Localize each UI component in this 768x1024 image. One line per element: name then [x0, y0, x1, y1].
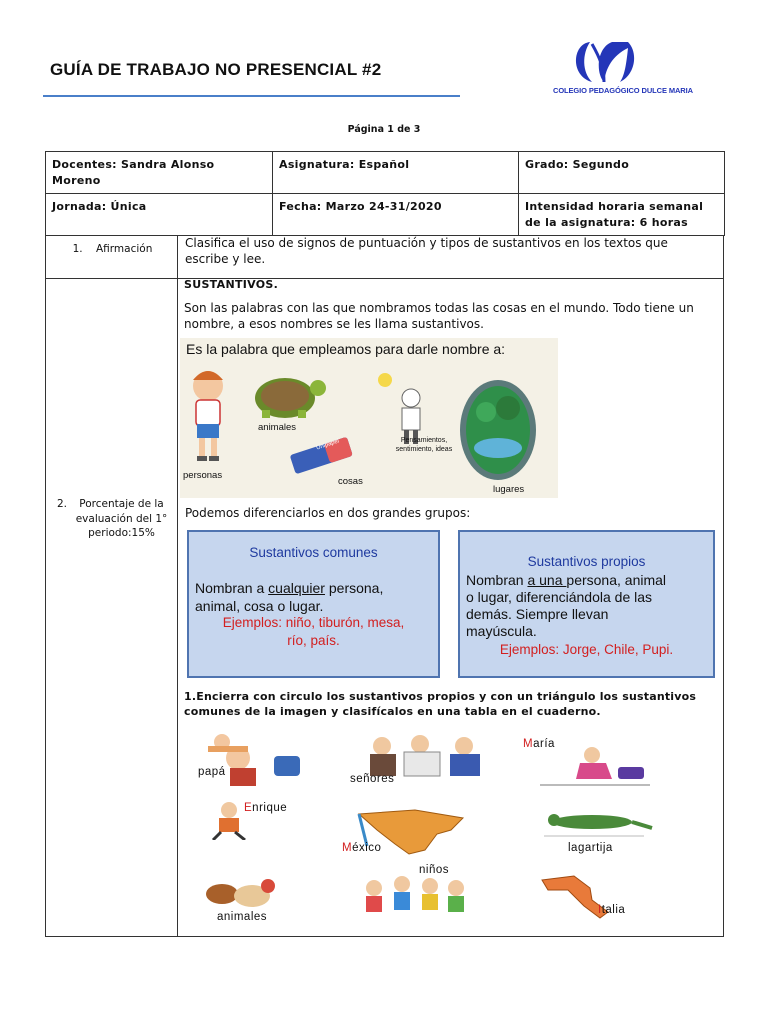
- page-indicator: Página 1 de 3: [347, 124, 421, 135]
- date-cell: Fecha: Marzo 24-31/2020: [273, 194, 519, 236]
- label-animales: animales: [217, 911, 268, 923]
- proper-nouns-line2: o lugar, diferenciándola de las: [466, 589, 653, 605]
- definition-text: Son las palabras con las que nombramos todas las cosas en el mundo. Todo tiene un nombre, a esos nombres se les llama sustantivos.: [184, 301, 694, 331]
- label-mexico: México: [342, 842, 382, 854]
- common-nouns-line2: animal, cosa o lugar.: [195, 598, 324, 614]
- label-maria: María: [523, 738, 555, 750]
- label-enrique: Enrique: [244, 802, 288, 814]
- farm-animals-icon: [198, 872, 280, 912]
- subject-cell: Asignatura: Español: [273, 152, 519, 194]
- label-ninos: niños: [419, 864, 449, 876]
- title-underline: [43, 95, 460, 97]
- boy-icon: [193, 371, 223, 461]
- row1-title: Afirmación: [96, 243, 153, 255]
- shift-cell: Jornada: Única: [46, 194, 273, 236]
- row2-title: Porcentaje de la evaluación del 1° periodo:15%: [75, 498, 168, 539]
- proper-nouns-box: [458, 530, 715, 678]
- illustration-caption: Es la palabra que empleamos para darle nombre a:: [186, 341, 506, 357]
- children-icon: [356, 872, 472, 920]
- school-name: COLEGIO PEDAGÓGICO DULCE MARIA: [553, 86, 693, 95]
- exercise-instructions: 1.Encierra con circulo los sustantivos propios y con un triángulo los sustantivos comunes de la imagen y clasifícalos en una tabla en el cuaderno.: [184, 690, 697, 718]
- proper-nouns-examples: Ejemplos: Jorge, Chile, Pupi.: [499, 642, 674, 657]
- nouns-illustration: [180, 338, 558, 498]
- teachers-cell: Docentes: Sandra Alonso Moreno: [46, 152, 273, 194]
- lizard-icon: [534, 806, 654, 840]
- label-pensamientos: Pensamientos, sentimiento, ideas: [395, 437, 453, 453]
- eraser-icon: [290, 437, 353, 475]
- proper-nouns-line3: demás. Siempre llevan: [466, 606, 609, 622]
- label-personas: personas: [183, 470, 223, 481]
- hours-cell: Intensidad horaria semanal de la asignatura: 6 horas: [519, 194, 725, 236]
- info-table: [45, 151, 725, 236]
- common-nouns-box: [187, 530, 440, 678]
- row1-label: [50, 243, 175, 255]
- section-title: SUSTANTIVOS.: [184, 278, 279, 291]
- landscape-icon: [460, 380, 536, 480]
- row1-statement: Clasifica el uso de signos de puntuación y tipos de sustantivos en los textos que escribe y lee.: [185, 236, 668, 266]
- father-child-icon: [188, 730, 318, 790]
- label-lugares: lugares: [493, 484, 525, 495]
- label-eraser-brand: Unipapel: [315, 438, 341, 452]
- girl-skating-icon: [530, 745, 660, 790]
- label-senores: señores: [350, 773, 395, 785]
- proper-nouns-line1: Nombran a una persona, animal: [466, 572, 667, 588]
- proper-nouns-line4: mayúscula.: [466, 623, 537, 639]
- proper-nouns-title: Sustantivos propios: [527, 554, 646, 569]
- groups-intro: Podemos diferenciarlos en dos grandes grupos:: [185, 506, 471, 520]
- label-papa: papá: [198, 766, 226, 778]
- row1-number: 1.: [72, 243, 83, 255]
- common-nouns-title: Sustantivos comunes: [249, 545, 378, 560]
- common-nouns-line1: Nombran a cualquier persona,: [195, 580, 384, 596]
- label-italia: Italia: [598, 904, 626, 916]
- grade-cell: Grado: Segundo: [519, 152, 725, 194]
- thinking-person-icon: [378, 373, 420, 444]
- common-nouns-examples2: río, país.: [287, 633, 340, 648]
- label-cosas: cosas: [338, 476, 363, 487]
- common-nouns-examples1: Ejemplos: niño, tiburón, mesa,: [222, 615, 405, 630]
- label-lagartija: lagartija: [568, 842, 613, 854]
- label-animales: animales: [258, 422, 297, 433]
- turtle-icon: [255, 378, 326, 418]
- document-title: GUÍA DE TRABAJO NO PRESENCIAL #2: [50, 60, 382, 79]
- row2-number: 2.: [57, 498, 68, 510]
